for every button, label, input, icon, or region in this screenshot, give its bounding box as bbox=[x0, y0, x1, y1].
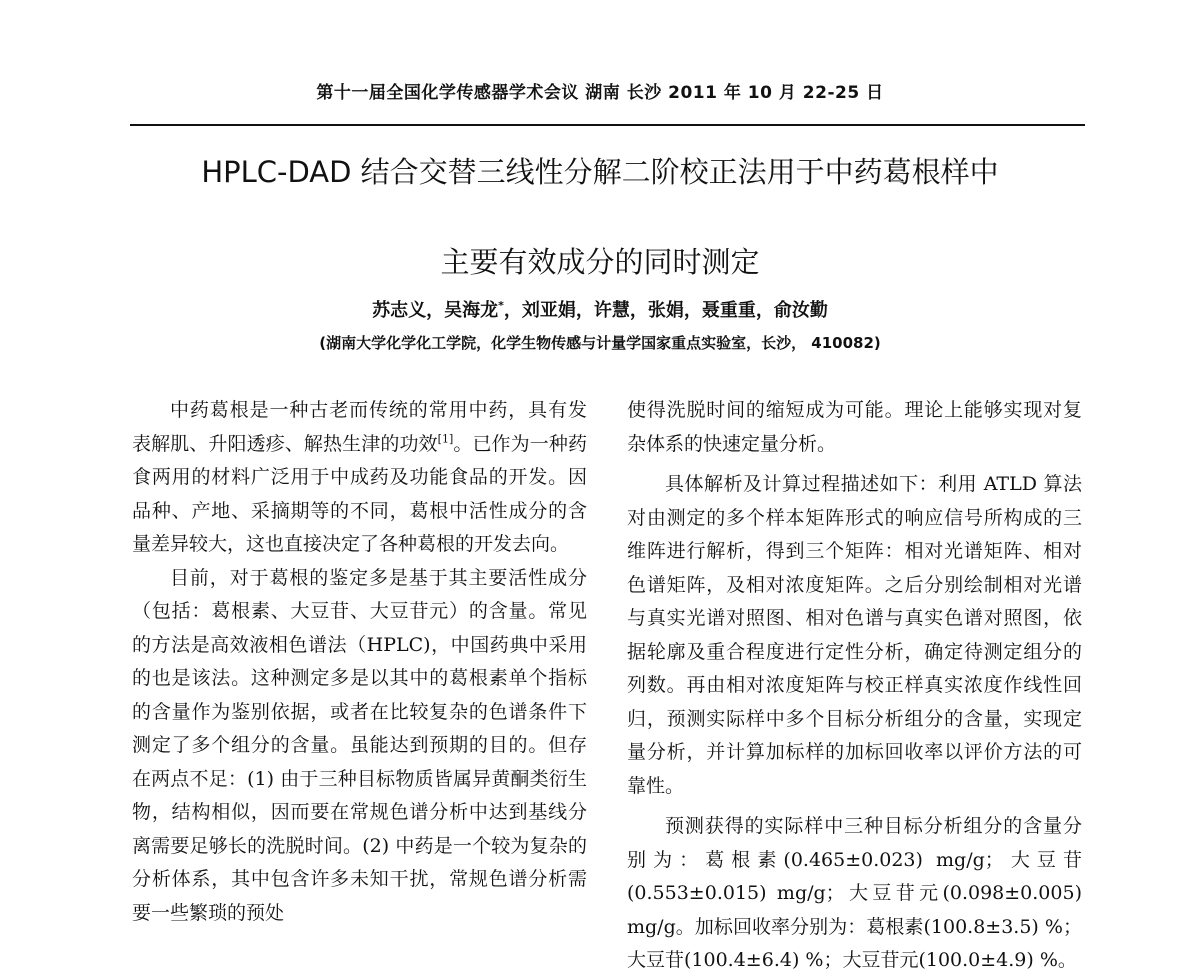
paper-title-line-1: HPLC-DAD 结合交替三线性分解二阶校正法用于中药葛根样中 bbox=[201, 155, 999, 189]
left-paragraph-2: 目前，对于葛根的鉴定多是基于其主要活性成分（包括：葛根素、大豆苷、大豆苷元）的含量。常见的方法是高效液相色谱法（HPLC)，中国药典中采用的也是该法。这种测定多是以其中的葛根素单个指标的含量作为鉴别依据，或者在比较复杂的色谱条件下测定了多个组分的含量。虽能达到预期的目的。但存在两点不足：(1) 由于三种目标物质皆属异黄酮类衍生物，结构相似，因而要在常规色谱分析中达到基线分离需要足够长的洗脱时间。(2) 中药是一个较为复杂的分析体系，其中包含许多未知干扰，常规色谱分析需要一些繁琐的预处 bbox=[132, 566, 587, 924]
author-list bbox=[0, 296, 1200, 322]
citation-ref-1: [1] bbox=[437, 432, 454, 446]
right-paragraph-2: 具体解析及计算过程描述如下：利用 ATLD 算法对由测定的多个样本矩阵形式的响应信号所构成的三维阵进行解析，得到三个矩阵：相对光谱矩阵、相对色谱矩阵，及相对浓度矩阵。之后分别绘制相对光谱与真实光谱对照图、相对色谱与真实色谱对照图，依据轮廓及重合程度进行定性分析，确定待测定组分的列数。再由相对浓度矩阵与校正样真实浓度作线性回归，预测实际样中多个目标分析组分的含量，实现定量分析，并计算加标样的加标回收率以评价方法的可靠性。 bbox=[627, 473, 1082, 797]
left-p1-text-a: 中药葛根是一种古老而传统的常用中药，具有发表解肌、升阳透疹、解热生津的功效 bbox=[132, 399, 587, 455]
left-paragraph-1 bbox=[132, 394, 587, 562]
left-p1-text-b: 。已作为一种药食两用的材料广泛用于中成药及功能食品的开发。因品种、产地、采摘期等的不同，葛根中活性成分的含量差异较大，这也直接决定了各种葛根的开发去向。 bbox=[132, 432, 587, 555]
right-paragraph-1: 使得洗脱时间的缩短成为可能。理论上能够实现对复杂体系的快速定量分析。 bbox=[627, 399, 1082, 455]
right-column bbox=[627, 394, 1082, 978]
paper-title-line-2: 主要有效成分的同时测定 bbox=[440, 245, 760, 279]
corresponding-author-mark: * bbox=[498, 299, 504, 312]
left-column bbox=[132, 394, 587, 930]
affiliation: (湖南大学化学化工学院，化学生物传感与计量学国家重点实验室，长沙， 410082) bbox=[319, 334, 881, 352]
right-paragraph-3: 预测获得的实际样中三种目标分析组分的含量分别为：葛根素(0.465±0.023) mg/g；大豆苷(0.553±0.015) mg/g；大豆苷元(0.098±0.005) mg/g。加标回收率分别为：葛根素(100.8±3.5) %；大豆苷(100.4±6.4) %；大豆苷元(100.0±4.9) %。 bbox=[627, 815, 1082, 971]
header-divider bbox=[130, 124, 1085, 126]
authors-after-mark: ，刘亚娟，许慧，张娟，聂重重，俞汝勤 bbox=[503, 300, 828, 321]
conference-header: 第十一届全国化学传感器学术会议 湖南 长沙 2011 年 10 月 22-25 日 bbox=[316, 83, 884, 103]
authors-before-mark: 苏志义，吴海龙 bbox=[372, 300, 499, 321]
